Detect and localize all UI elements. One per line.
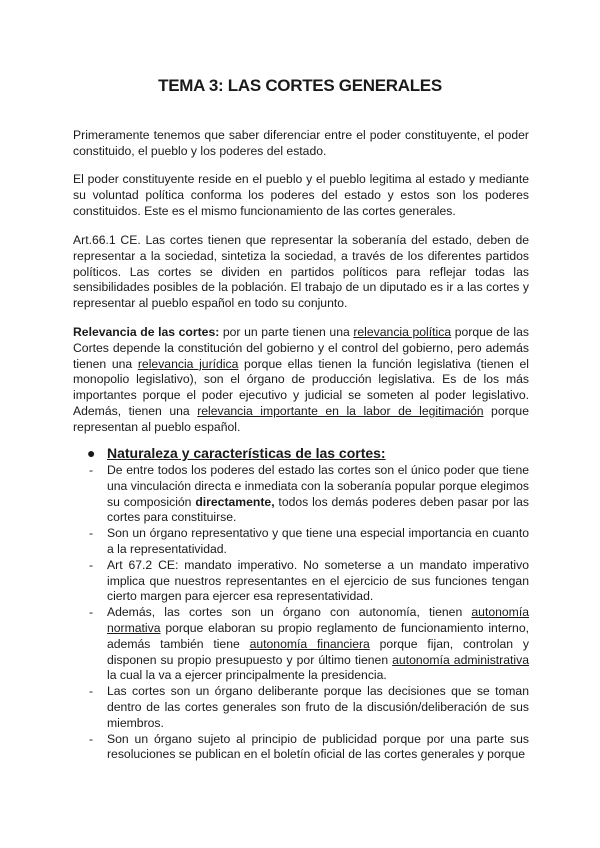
relevancia-text-1: por un parte tienen una [219,325,354,339]
list-item [87,558,529,605]
relevancia-juridica: relevancia jurídica [137,356,239,371]
autonomia-administrativa: autonomía administrativa [392,652,529,667]
autonomia-normativa: autonomía normativa [107,605,529,635]
characteristics-list [87,463,529,763]
dash-icon: - [89,684,94,699]
paragraph-relevancia [73,325,529,436]
item1-text-1: De entre todos los poderes del estado las cortes son el único poder que tiene una vinculación directa e inmediata con la soberanía popular porque elegimos su composición [107,463,529,509]
item6-text: Son un órgano sujeto al principio de publicidad porque por una parte sus resoluciones se publican en el boletín oficial de las cortes generales y porque [107,731,529,762]
item2-text: Son un órgano representativo y que tiene una especial importancia en cuanto a la representatividad. [107,526,529,556]
relevancia-lead: Relevancia de las cortes: [73,325,220,339]
item4-text-2: porque elaboran su propio reglamento de funcionamiento interno, además también tiene [107,620,529,651]
relevancia-text-3: porque ellas tienen la función legislativa (tienen el monopolio legislativo), son el órgano de producción legislativa. Es de los más importantes porque el poder ejecutivo y judicial se someten al poder legislativo. Además, tienen una [73,356,529,418]
item4-text-4: la cual la va a ejercer principalmente la presidencia. [107,668,387,683]
item1-text-2: todos los demás poderes deben pasar por las cortes para constituirse. [107,494,529,525]
paragraph-art-66: Art.66.1 CE. Las cortes tienen que representar la soberanía del estado, deben de representar a la sociedad, sintetiza la sociedad, a través de los diferentes partidos políticos. Las cortes se dividen en partidos políticos para reflejar todas las sensibilidades posibles de la población. El trabajo de un diputado es ir a las cortes y representar al pueblo español en todo su conjunto. [73,233,529,311]
autonomia-financiera: autonomía financiera [249,636,370,651]
bullet-icon: ● [87,445,96,461]
item3-text: Art 67.2 CE: mandato imperativo. No someterse a un mandato imperativo implica que nuestros representantes en el ejercicio de sus funciones tengan cierto margen para ejercer esa representatividad. [107,557,529,604]
paragraph-poder-constituyente: El poder constituyente reside en el pueblo y el pueblo legitima al estado y mediante su voluntad política conforma los poderes del estado y estos son los poderes constituidos. Este es el mismo funcionamiento de las cortes generales. [73,172,529,218]
item4-text-3: porque fijan, controlan y disponen su propio presupuesto y por último tienen [107,636,529,667]
dash-icon: - [89,526,94,541]
list-item [87,463,529,526]
list-item [87,732,529,764]
item1-bold: directamente, [195,494,275,509]
relevancia-text-2: porque de las Cortes depende la constitución del gobierno y el control del gobierno, pero además tienen una [73,325,529,371]
item4-text-1: Además, las cortes son un órgano con autonomía, tienen [107,605,472,620]
section-heading [87,444,527,462]
paragraph-intro: Primeramente tenemos que saber diferenciar entre el poder constituyente, el poder constituido, el pueblo y los poderes del estado. [73,128,529,158]
section-heading-text: Naturaleza y características de las cortes: [107,445,386,461]
dash-icon: - [89,605,94,620]
list-item [87,684,529,731]
page-title: TEMA 3: LAS CORTES GENERALES [158,76,442,95]
relevancia-text-4: porque representan al pueblo español. [73,403,529,434]
dash-icon: - [89,731,94,746]
item5-text: Las cortes son un órgano deliberante porque las decisiones que se toman dentro de las cortes generales son fruto de la discusión/deliberación de sus miembros. [107,684,529,730]
dash-icon: - [89,463,94,477]
relevancia-legitimacion: relevancia importante en la labor de legitimación [197,403,484,418]
dash-icon: - [89,557,94,572]
list-item [87,526,529,558]
relevancia-politica: relevancia política [353,325,452,339]
list-item [87,605,529,684]
